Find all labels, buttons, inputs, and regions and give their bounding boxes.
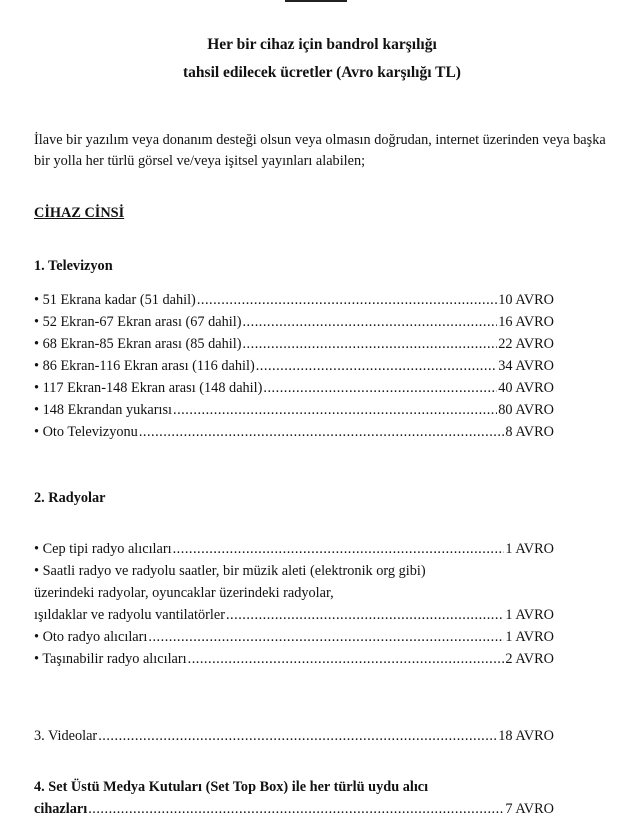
item-price: 10 AVRO xyxy=(498,292,554,308)
radios-heading: 2. Radyolar xyxy=(34,490,106,506)
item-price: 1 AVRO xyxy=(505,607,554,623)
television-item xyxy=(34,402,554,422)
item-label: • Oto Televizyonu xyxy=(34,424,138,440)
radio-item-text-line: üzerindeki radyolar, oyuncaklar üzerindeki radyolar, xyxy=(34,585,334,601)
radio-item xyxy=(34,651,554,671)
radio-item xyxy=(34,607,554,627)
dot-leader xyxy=(98,728,497,745)
dot-leader xyxy=(242,314,497,331)
item-price: 18 AVRO xyxy=(498,728,554,744)
item-label: • 51 Ekrana kadar (51 dahil) xyxy=(34,292,196,308)
dot-leader xyxy=(148,629,504,646)
dot-leader xyxy=(173,402,497,419)
item-price: 1 AVRO xyxy=(505,541,554,557)
television-heading: 1. Televizyon xyxy=(34,258,113,274)
item-label: • 68 Ekran-85 Ekran arası (85 dahil) xyxy=(34,336,242,352)
settop-heading-line: 4. Set Üstü Medya Kutuları (Set Top Box) ile her türlü uydu alıcı xyxy=(34,779,429,795)
item-label: • 86 Ekran-116 Ekran arası (116 dahil) xyxy=(34,358,255,374)
item-label: • 148 Ekrandan yukarısı xyxy=(34,402,173,418)
item-label: • 52 Ekran-67 Ekran arası (67 dahil) xyxy=(34,314,242,330)
dot-leader xyxy=(139,424,505,441)
dot-leader xyxy=(88,801,504,818)
dot-leader xyxy=(256,358,498,375)
item-price: 7 AVRO xyxy=(505,801,554,817)
television-item xyxy=(34,314,554,334)
item-price: 40 AVRO xyxy=(498,380,554,396)
item-price: 16 AVRO xyxy=(498,314,554,330)
item-price: 2 AVRO xyxy=(505,651,554,667)
item-label: • 117 Ekran-148 Ekran arası (148 dahil) xyxy=(34,380,263,396)
settop-label: cihazları xyxy=(34,801,88,817)
radio-item xyxy=(34,541,554,561)
videos-label: 3. Videolar xyxy=(34,728,98,744)
item-price: 34 AVRO xyxy=(498,358,554,374)
radio-item xyxy=(34,629,554,649)
television-item xyxy=(34,380,554,400)
item-label: • Taşınabilir radyo alıcıları xyxy=(34,651,187,667)
item-label: • Cep tipi radyo alıcıları xyxy=(34,541,172,557)
dot-leader xyxy=(242,336,497,353)
dot-leader xyxy=(188,651,505,668)
videos-row xyxy=(34,728,554,748)
dot-leader xyxy=(226,607,504,624)
item-label: • Oto radyo alıcıları xyxy=(34,629,148,645)
item-label: ışıldaklar ve radyolu vantilatörler xyxy=(34,607,225,623)
item-price: 1 AVRO xyxy=(505,629,554,645)
television-item xyxy=(34,424,554,444)
item-price: 22 AVRO xyxy=(498,336,554,352)
television-item xyxy=(34,336,554,356)
settop-row xyxy=(34,801,554,821)
item-price: 80 AVRO xyxy=(498,402,554,418)
dot-leader xyxy=(173,541,505,558)
top-rule xyxy=(285,0,347,2)
document-title-line-2: tahsil edilecek ücretler (Avro karşılığı TL) xyxy=(183,64,461,81)
device-type-heading: CİHAZ CİNSİ xyxy=(34,205,125,221)
radio-item-text-line: • Saatli radyo ve radyolu saatler, bir müzik aleti (elektronik org gibi) xyxy=(34,563,426,579)
item-price: 8 AVRO xyxy=(505,424,554,440)
document-title-line-1: Her bir cihaz için bandrol karşılığı xyxy=(207,36,437,53)
dot-leader xyxy=(263,380,497,397)
dot-leader xyxy=(197,292,497,309)
television-item xyxy=(34,292,554,312)
television-item xyxy=(34,358,554,378)
intro-paragraph: İlave bir yazılım veya donanım desteği olsun veya olmasın doğrudan, internet üzerinden veya başka bir yolla her türlü görsel ve/veya işitsel yayınları alabilen; xyxy=(34,132,606,169)
